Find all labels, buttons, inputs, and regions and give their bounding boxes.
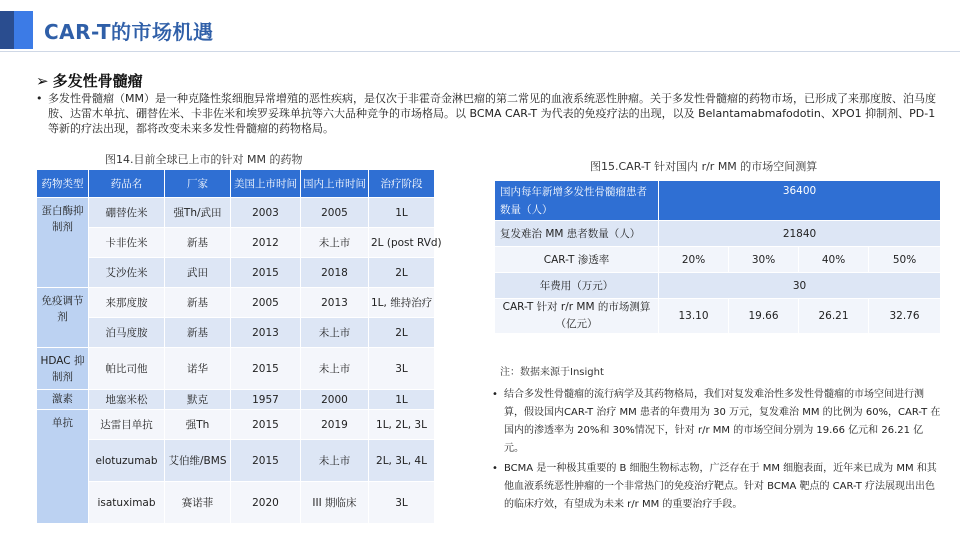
cn-launch-cell: 2000 xyxy=(301,390,369,410)
row-label: 年费用（万元） xyxy=(495,273,659,299)
table-row xyxy=(495,221,941,247)
page-title: CAR-T的市场机遇 xyxy=(44,20,214,44)
stage-cell: 2L, 3L, 4L xyxy=(369,440,435,482)
value-cell: 26.21 xyxy=(799,299,869,334)
drug-type-cell: 免疫调节剂 xyxy=(37,288,89,348)
drug-name-cell: 泊马度胺 xyxy=(89,318,165,348)
table-row xyxy=(37,228,435,258)
mm-drugs-table xyxy=(36,169,442,524)
stage-cell: 1L, 维持治疗 xyxy=(369,288,435,318)
cn-launch-cell: 2019 xyxy=(301,410,369,440)
maker-cell: 新基 xyxy=(165,318,231,348)
drug-name-cell: 卡非佐米 xyxy=(89,228,165,258)
drug-type-cell: 单抗 xyxy=(37,410,89,524)
value-cell: 21840 xyxy=(659,221,941,247)
header-divider xyxy=(0,51,960,52)
drug-name-cell: 达雷目单抗 xyxy=(89,410,165,440)
stage-cell: 3L xyxy=(369,482,435,524)
section-heading-text: 多发性骨髓瘤 xyxy=(52,72,143,90)
drug-type-cell: 激素 xyxy=(37,390,89,410)
drug-name-cell: 帕比司他 xyxy=(89,348,165,390)
us-launch-cell: 2015 xyxy=(231,410,301,440)
stage-cell: 1L xyxy=(369,198,435,228)
drug-name-cell: isatuximab xyxy=(89,482,165,524)
market-estimate-table xyxy=(494,180,941,334)
column-header: 药物类型 xyxy=(37,170,89,198)
table-row xyxy=(37,348,435,390)
table-row xyxy=(37,318,435,348)
table-row xyxy=(37,440,435,482)
cn-launch-cell: III 期临床 xyxy=(301,482,369,524)
cn-launch-cell: 2005 xyxy=(301,198,369,228)
value-cell: 40% xyxy=(799,247,869,273)
value-cell: 19.66 xyxy=(729,299,799,334)
drug-type-cell: 蛋白酶抑制剂 xyxy=(37,198,89,288)
value-cell: 50% xyxy=(869,247,941,273)
cn-launch-cell: 未上市 xyxy=(301,228,369,258)
cn-launch-cell: 2013 xyxy=(301,288,369,318)
us-launch-cell: 2020 xyxy=(231,482,301,524)
maker-cell: 艾伯维/BMS xyxy=(165,440,231,482)
maker-cell: 强Th/武田 xyxy=(165,198,231,228)
section-heading xyxy=(36,70,143,91)
bullet-icon: • xyxy=(36,92,43,105)
table-header-row xyxy=(37,170,435,198)
column-header: 美国上市时间 xyxy=(231,170,301,198)
us-launch-cell: 2015 xyxy=(231,348,301,390)
cn-launch-cell: 未上市 xyxy=(301,318,369,348)
table-row xyxy=(37,198,435,228)
header-accent-light xyxy=(14,11,33,49)
maker-cell: 武田 xyxy=(165,258,231,288)
stage-cell: 2L (post RVd) xyxy=(369,228,435,258)
stage-cell: 2L xyxy=(369,258,435,288)
column-header: 治疗阶段 xyxy=(369,170,435,198)
value-cell: 20% xyxy=(659,247,729,273)
us-launch-cell: 2005 xyxy=(231,288,301,318)
us-launch-cell: 2012 xyxy=(231,228,301,258)
table-row xyxy=(495,273,941,299)
stage-cell: 1L, 2L, 3L xyxy=(369,410,435,440)
value-cell: 30% xyxy=(729,247,799,273)
cn-launch-cell: 2018 xyxy=(301,258,369,288)
table-row xyxy=(37,258,435,288)
table-row xyxy=(37,482,435,524)
maker-cell: 赛诺菲 xyxy=(165,482,231,524)
us-launch-cell: 2015 xyxy=(231,258,301,288)
column-header: 药品名 xyxy=(89,170,165,198)
intro-paragraph xyxy=(36,91,936,136)
row-label: CAR-T 渗透率 xyxy=(495,247,659,273)
source-note: 注：数据来源于Insight xyxy=(500,367,604,378)
value-cell: 36400 xyxy=(659,181,941,221)
drug-name-cell: 艾沙佐米 xyxy=(89,258,165,288)
table15-caption: 图15.CAR-T 针对国内 r/r MM 的市场空间测算 xyxy=(590,160,818,173)
value-cell: 32.76 xyxy=(869,299,941,334)
value-cell: 30 xyxy=(659,273,941,299)
stage-cell: 3L xyxy=(369,348,435,390)
row-label: 复发难治 MM 患者数量（人） xyxy=(495,221,659,247)
drug-name-cell: 硼替佐米 xyxy=(89,198,165,228)
row-label: CAR-T 针对 r/r MM 的市场测算（亿元） xyxy=(495,299,659,334)
us-launch-cell: 2015 xyxy=(231,440,301,482)
us-launch-cell: 2003 xyxy=(231,198,301,228)
column-header: 国内上市时间 xyxy=(301,170,369,198)
column-header: 厂家 xyxy=(165,170,231,198)
drug-type-cell: HDAC 抑制剂 xyxy=(37,348,89,390)
arrow-bullet-icon: ➢ xyxy=(36,72,49,90)
list-item-text: BCMA 是一种极其重要的 B 细胞生物标志物，广泛存在于 MM 细胞表面，近年来已成为 MM 和其他血液系统恶性肿瘤的一个非常热门的免疫治疗靶点。针对 BCMA 靶点的 CAR-T 疗法展现出出色的临床疗效，有望成为未来 r/r MM 的重要治疗手段。 xyxy=(504,463,937,510)
table-row xyxy=(37,410,435,440)
list-item xyxy=(490,460,942,514)
stage-cell: 1L xyxy=(369,390,435,410)
drug-name-cell: elotuzumab xyxy=(89,440,165,482)
bullet-icon: • xyxy=(492,389,498,400)
table-row xyxy=(37,288,435,318)
table-row xyxy=(495,181,941,221)
list-item xyxy=(490,386,942,458)
row-label: 国内每年新增多发性骨髓瘤患者数量（人） xyxy=(495,181,659,221)
list-item-text: 结合多发性骨髓瘤的流行病学及其药物格局，我们对复发难治性多发性骨髓瘤的市场空间进行测算，假设国内CAR-T 治疗 MM 患者的年费用为 30 万元，复发难治 MM 的比例为 60%，CAR-T 在国内的渗透率为 20%和 30%情况下，针对 r/r MM 的市场空间分别为 19.66 亿元和 26.21 亿元。 xyxy=(504,389,941,454)
table14-caption: 图14.目前全球已上市的针对 MM 的药物 xyxy=(105,153,303,166)
value-cell: 13.10 xyxy=(659,299,729,334)
maker-cell: 强Th xyxy=(165,410,231,440)
us-launch-cell: 2013 xyxy=(231,318,301,348)
drug-name-cell: 地塞米松 xyxy=(89,390,165,410)
cn-launch-cell: 未上市 xyxy=(301,440,369,482)
maker-cell: 默克 xyxy=(165,390,231,410)
maker-cell: 新基 xyxy=(165,228,231,258)
intro-text: 多发性骨髓瘤（MM）是一种克隆性浆细胞异常增殖的恶性疾病，是仅次于非霍奇金淋巴瘤的第二常见的血液系统恶性肿瘤。关于多发性骨髓瘤的药物市场，已形成了来那度胺、泊马度胺、达雷木单抗、硼替佐米、卡非佐米和埃罗妥珠单抗等六大品种竞争的市场格局。以 BCMA CAR-T 为代表的免疫疗法的出现，以及 Belantamabmafodotin、XPO1 抑制剂、PD-1 等新的疗法出现，都将改变未来多发性骨髓瘤的药物格局。 xyxy=(48,92,936,135)
us-launch-cell: 1957 xyxy=(231,390,301,410)
analysis-list xyxy=(490,386,942,516)
maker-cell: 诺华 xyxy=(165,348,231,390)
stage-cell: 2L xyxy=(369,318,435,348)
maker-cell: 新基 xyxy=(165,288,231,318)
bullet-icon: • xyxy=(492,463,498,474)
table-row xyxy=(495,247,941,273)
table-row xyxy=(37,390,435,410)
drug-name-cell: 来那度胺 xyxy=(89,288,165,318)
cn-launch-cell: 未上市 xyxy=(301,348,369,390)
table-row xyxy=(495,299,941,334)
header-accent-dark xyxy=(0,11,14,49)
